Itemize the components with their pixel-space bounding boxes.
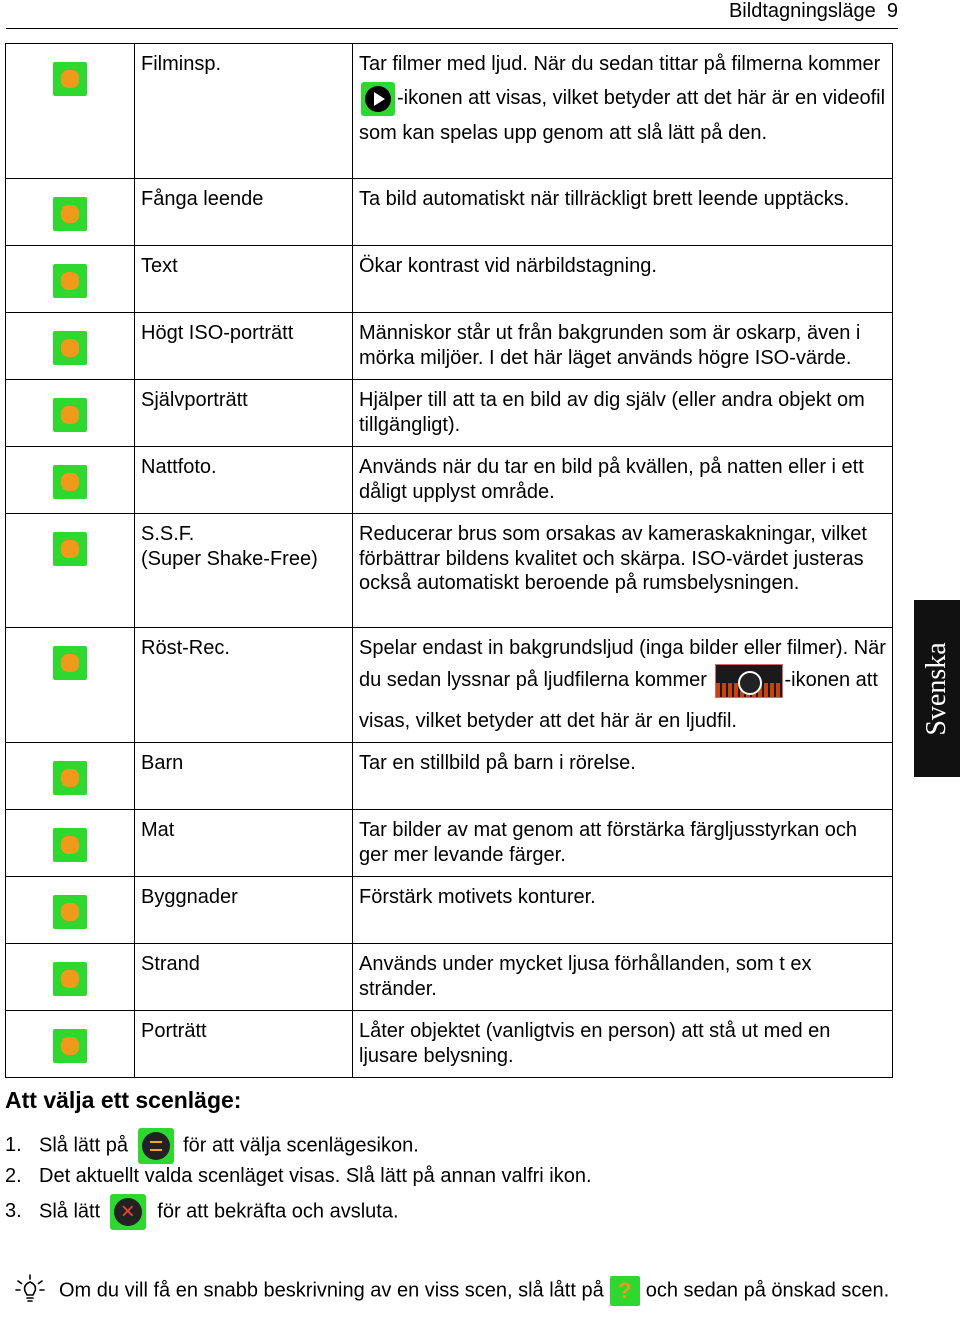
scene-description-cont: -ikonen att visas, vilket betyder att det här är en videofil som kan spelas upp genom att slå lätt på den. — [359, 87, 886, 144]
scene-name: Porträtt — [141, 1020, 207, 1042]
scene-name: Fånga leende — [141, 188, 264, 210]
section-title: Att välja ett scenläge: — [5, 1087, 242, 1113]
self-portrait-icon — [53, 398, 87, 432]
shake-free-icon — [53, 532, 87, 566]
microphone-icon — [53, 646, 87, 680]
table-row — [6, 380, 893, 447]
table-row — [6, 246, 893, 313]
smile-capture-icon — [53, 197, 87, 231]
table-row — [6, 179, 893, 246]
page-number: 9 — [886, 0, 898, 22]
table-row — [6, 1011, 893, 1078]
header-text — [729, 0, 898, 22]
scene-menu-icon — [138, 1128, 174, 1164]
step-3 — [5, 1194, 399, 1230]
close-icon — [110, 1194, 146, 1230]
scene-description-cont: -ikonen att visas, vilket betyder att det här är en ljudfil. — [359, 669, 878, 732]
table-row — [6, 944, 893, 1011]
text-document-icon — [53, 264, 87, 298]
tip-text-start: Om du vill få en snabb beskrivning av en viss scen, slå lått på — [59, 1279, 604, 1302]
scene-name: Självporträtt — [141, 389, 248, 411]
tip-text-end: och sedan på önskad scen. — [645, 1279, 890, 1302]
scene-description: Reducerar brus som orsakas av kameraskakningar, vilket förbättrar bildens kvalitet och skärpa. ISO-värdet justeras också automatiskt beroende på rumsbelysningen. — [359, 523, 867, 594]
food-icon — [53, 828, 87, 862]
step-text: Slå lätt — [39, 1200, 101, 1223]
scene-table — [5, 43, 893, 1078]
table-row — [6, 514, 893, 628]
language-tab — [914, 600, 960, 777]
scene-description: Hjälper till att ta en bild av dig själv (eller andra objekt om tillgängligt). — [359, 389, 865, 436]
scene-name: Barn — [141, 752, 184, 774]
table-row — [6, 743, 893, 810]
scene-name: Filminsp. — [141, 53, 222, 75]
scene-description: Spelar endast in bakgrundsljud (inga bilder eller filmer). När du sedan lyssnar på ljudfilerna kommer — [359, 637, 886, 691]
step-number: 2. — [5, 1165, 22, 1187]
scene-name: Text — [141, 255, 178, 277]
language-tab-label: Svenska — [921, 641, 952, 736]
beach-icon — [53, 962, 87, 996]
step-text: Slå lätt på — [39, 1134, 128, 1157]
portrait-icon — [53, 1029, 87, 1063]
scene-description: Ta bild automatiskt när tillräckligt brett leende upptäcks. — [359, 188, 850, 210]
scene-description: Används under mycket ljusa förhållanden, som t ex stränder. — [359, 953, 812, 1000]
scene-description: Tar bilder av mat genom att förstärka färgljusstyrkan och ger mer levande färger. — [359, 819, 857, 866]
table-row — [6, 877, 893, 944]
building-icon — [53, 895, 87, 929]
table-row — [6, 313, 893, 380]
step-text: Det aktuellt valda scenläget visas. Slå lätt på annan valfri ikon. — [39, 1165, 592, 1187]
scene-name: Röst-Rec. — [141, 637, 230, 659]
child-icon — [53, 761, 87, 795]
scene-description: Människor står ut från bakgrunden som är oskarp, även i mörka miljöer. I det här läget används högre ISO-värde. — [359, 322, 861, 369]
scene-description: Tar en stillbild på barn i rörelse. — [359, 752, 636, 774]
high-iso-portrait-icon — [53, 331, 87, 365]
scene-description: Tar filmer med ljud. När du sedan tittar på filmerna kommer — [359, 53, 881, 75]
scene-name-subtitle: (Super Shake-Free) — [141, 547, 318, 570]
scene-name: Byggnader — [141, 886, 238, 908]
help-icon — [610, 1276, 640, 1306]
scene-name: Nattfoto. — [141, 456, 217, 478]
scene-name: S.S.F. — [141, 523, 195, 545]
night-photo-icon — [53, 465, 87, 499]
step-number: 1. — [5, 1134, 22, 1157]
step-number: 3. — [5, 1200, 22, 1223]
step-2 — [5, 1164, 592, 1188]
scene-description: Låter objektet (vanligtvis en person) att stå ut med en ljusare belysning. — [359, 1020, 831, 1067]
play-icon — [361, 82, 395, 116]
page-header — [6, 0, 898, 29]
tip-text — [59, 1276, 899, 1306]
scene-name: Mat — [141, 819, 175, 841]
step-text-cont: för att bekräfta och avsluta. — [157, 1200, 399, 1223]
audio-file-icon — [715, 664, 783, 698]
table-row — [6, 44, 893, 179]
table-row — [6, 810, 893, 877]
scene-name: Högt ISO-porträtt — [141, 322, 294, 344]
step-1 — [5, 1128, 419, 1164]
table-row — [6, 628, 893, 743]
scene-description: Används när du tar en bild på kvällen, på natten eller i ett dåligt upplyst område. — [359, 456, 864, 503]
scene-name: Strand — [141, 953, 200, 975]
lightbulb-icon — [15, 1274, 45, 1304]
scene-description: Förstärk motivets konturer. — [359, 886, 596, 908]
scene-description: Ökar kontrast vid närbildstagning. — [359, 255, 657, 277]
header-title: Bildtagningsläge — [728, 0, 876, 22]
step-text-cont: för att välja scenlägesikon. — [183, 1134, 419, 1157]
video-camera-icon — [53, 62, 87, 96]
table-row — [6, 447, 893, 514]
